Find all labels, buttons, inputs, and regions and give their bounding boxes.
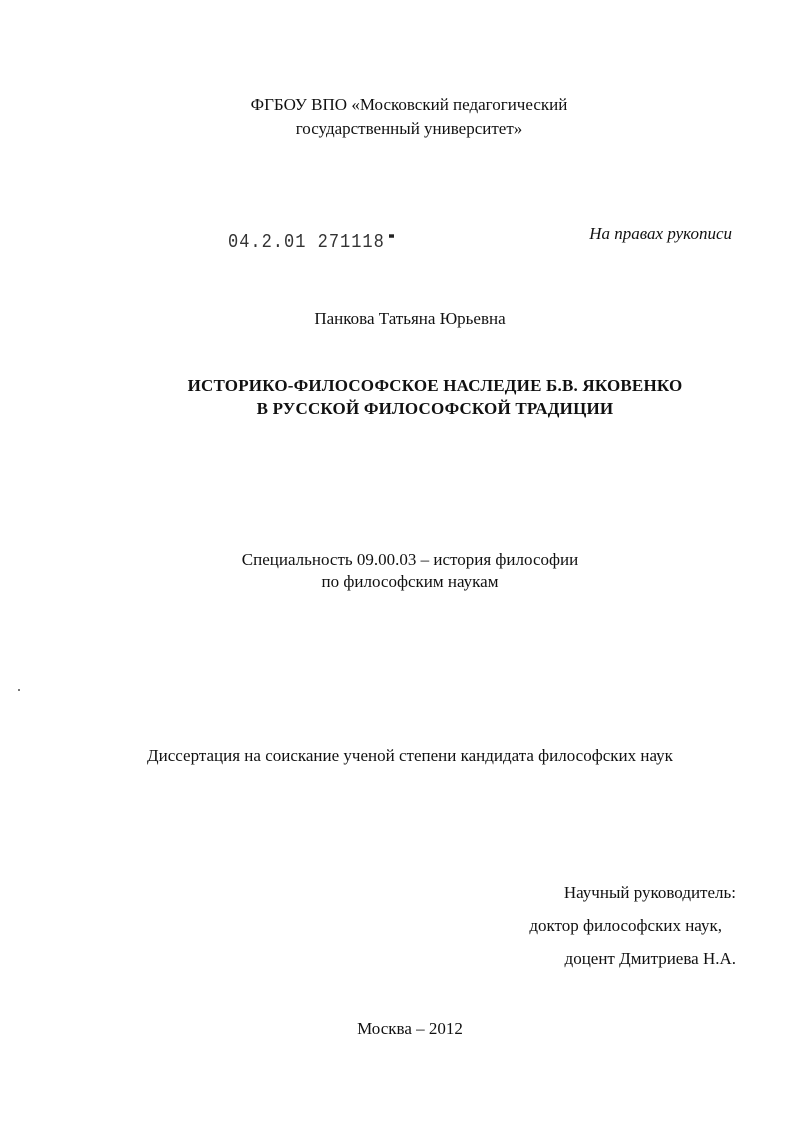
supervisor-name: доцент Дмитриева Н.А.	[564, 949, 736, 968]
manuscript-rights-note: На правах рукописи	[589, 224, 732, 243]
organization-name	[204, 93, 614, 141]
specialty-line-2: по философским наукам	[321, 572, 499, 591]
degree-statement: Диссертация на соискание ученой степени кандидата философских наук	[147, 746, 673, 765]
specialty-block	[200, 549, 620, 593]
city-year: Москва – 2012	[357, 1019, 463, 1038]
scan-artifact	[18, 689, 20, 691]
specialty-line-1: Специальность 09.00.03 – история философии	[241, 550, 579, 569]
author-name: Панкова Татьяна Юрьевна	[314, 309, 506, 328]
registration-number: 04.2.01 271118	[228, 232, 385, 254]
supervisor-block	[529, 876, 736, 975]
registration-stamp	[228, 232, 394, 254]
title-line-1: ИСТОРИКО-ФИЛОСОФСКОЕ НАСЛЕДИЕ Б.В. ЯКОВЕНКО	[187, 376, 683, 395]
title-line-2: В РУССКОЙ ФИЛОСОФСКОЙ ТРАДИЦИИ	[256, 399, 614, 418]
stamp-mark-icon	[389, 234, 394, 237]
organization-line-2: государственный университет»	[295, 119, 523, 138]
supervisor-label: Научный руководитель:	[563, 883, 736, 902]
supervisor-degree: доктор философских наук,	[529, 916, 722, 935]
organization-line-1: ФГБОУ ВПО «Московский педагогический	[250, 95, 568, 114]
dissertation-title	[150, 374, 720, 420]
